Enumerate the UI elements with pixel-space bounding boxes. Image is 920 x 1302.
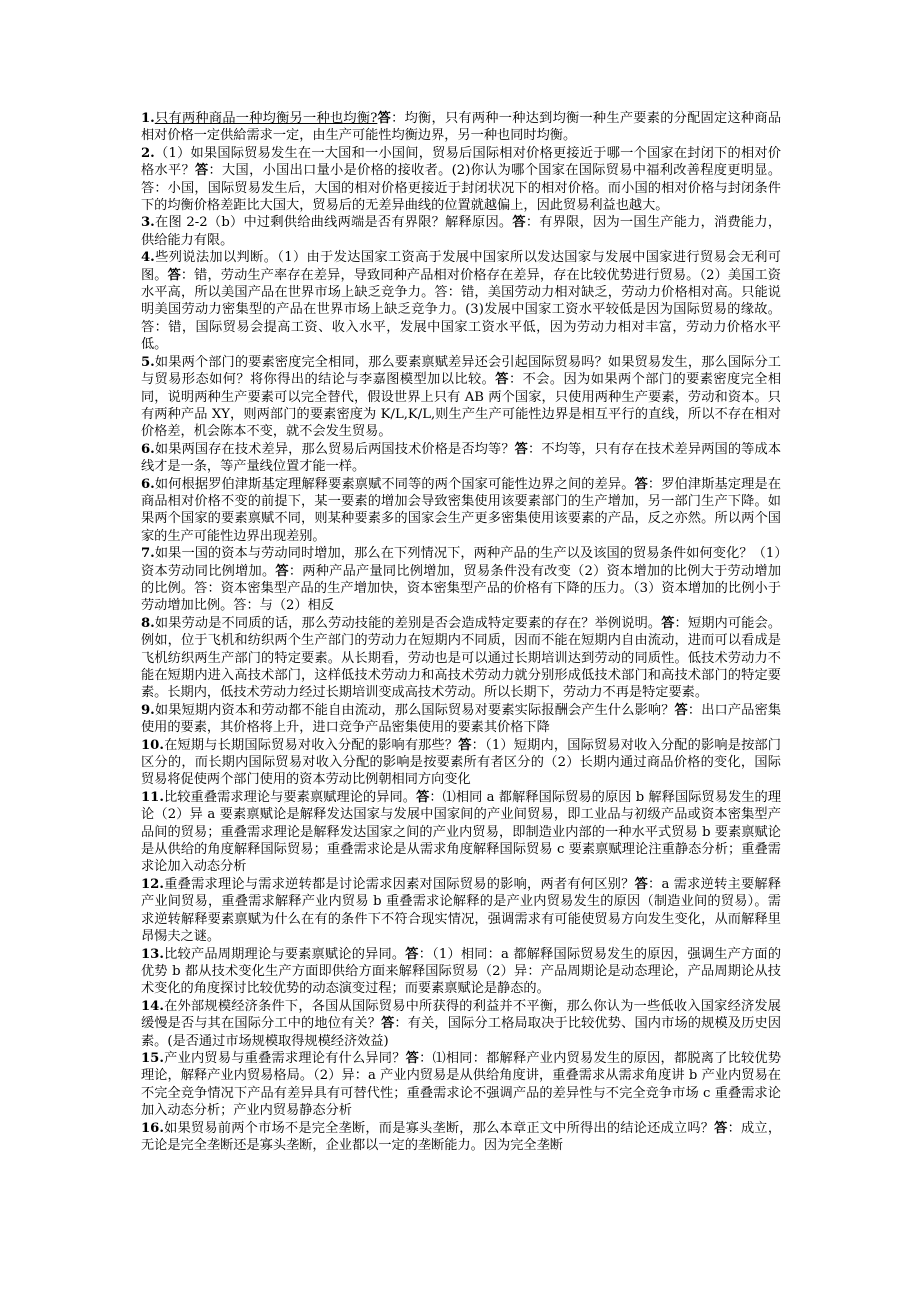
qa-item bbox=[141, 702, 781, 737]
question-number: 10. bbox=[141, 737, 164, 753]
qa-item bbox=[141, 998, 781, 1050]
answer-text: ：⑴相同 a 都解释国际贸易的原因 b 解释国际贸易发生的理论（2）异 a 要素禀赋论是解释发达国家与发展中国家间的产业间贸易，即工业品与初级产品或资本密集型产品间的贸易；重叠需求理论是解释发达国家之间的产业内贸易，即制造业内部的一种水平式贸易 b 要素禀赋论是从供给的角度解释国际贸易；重叠需求论是从需求角度解释国际贸易 c 要素禀赋理论注重静态分析；重叠需求论加入动态分析 bbox=[141, 789, 782, 875]
answer-text: ：⑴相同：都解释产业内贸易发生的原因，都脱离了比较优势理论，解释产业内贸易格局。（2）异：a 产业内贸易是从供给角度讲，重叠需求从需求角度讲 b 产业内贸易在不完全竞争情况下产品有差异具有可替代性；重叠需求论不强调产品的差异性与不完全竞争市场 c 重叠需求论加入动态分析；产业内贸易静态分析 bbox=[141, 1050, 782, 1119]
answer-label: 答 bbox=[458, 737, 472, 753]
answer-text: ：有关，国际分工格局取决于比较优势、国内市场的规模及历史因素。(是否通过市场规模取得规模经济效益) bbox=[141, 1016, 782, 1049]
answer-text: ：两种产品产量同比例增加，贸易条件没有改变（2）资本增加的比例大于劳动增加的比例。答：资本密集型产品的生产增加快，资本密集型产品的价格有下降的压力。（3）资本增加的比例小于劳动增加比例。答：与（2）相反 bbox=[141, 563, 782, 614]
question-number: 9. bbox=[141, 702, 155, 718]
answer-label: 答 bbox=[275, 563, 289, 579]
answer-text: ：不均等，只有存在技术差异两国的等成本线才是一条，等产量线位置才能一样。 bbox=[141, 441, 782, 475]
question-text: 些列说法加以判断。（1）由于发达国家工资高于发展中国家所以发达国家与发展中国家进行贸易会无利可图。 bbox=[141, 250, 781, 283]
question-number: 8. bbox=[141, 615, 155, 631]
question-number: 11. bbox=[141, 789, 164, 805]
qa-item bbox=[141, 737, 781, 789]
answer-label: 答 bbox=[661, 615, 675, 631]
question-text: （1）如果国际贸易发生在一大国和一小国间，贸易后国际相对价格更接近于哪一个国家在封闭下的相对价格水平？ bbox=[141, 145, 781, 179]
qa-item bbox=[141, 876, 781, 946]
answer-text: ：均衡，只有两种一种达到均衡一种生产要素的分配固定这种商品相对价格一定供給需求一定，由生产可能性均衡边界，另一种也同时均衡。 bbox=[141, 111, 782, 144]
qa-item bbox=[141, 789, 781, 876]
question-number: 4. bbox=[141, 250, 155, 266]
answer-text: ：大国，小国出口量小是价格的接收者。(2)你认为哪个国家在国际贸易中福利改善程度更明显。答：小国，国际贸易发生后，大国的相对价格更接近于封闭状况下的相对价格。而小国的相对价格与封闭条件下的均衡价格差距比大国大，贸易后的无差异曲线的位置就越偏上，因此贸易利益也越大。 bbox=[141, 163, 782, 214]
question-number: 12. bbox=[141, 876, 164, 892]
question-text: 如果劳动是不同质的话，那么劳动技能的差别是否会造成特定要素的存在？举例说明。 bbox=[154, 615, 662, 631]
question-text: 在图 2-2（b）中过剩供给曲线两端是否有界限？解释原因。 bbox=[154, 215, 513, 231]
answer-label: 答 bbox=[514, 441, 528, 457]
answer-label: 答 bbox=[381, 1016, 395, 1032]
question-text: 比较重叠需求理论与要素禀赋理论的异同。 bbox=[163, 789, 417, 805]
question-number: 14. bbox=[141, 998, 164, 1014]
qa-item bbox=[141, 249, 781, 353]
qa-item bbox=[141, 1120, 781, 1155]
answer-label: 答 bbox=[495, 372, 509, 388]
question-text: 如果两个部门的要素密度完全相同，那么要素禀赋差异还会引起国际贸易吗？如果贸易发生，那么国际分工与贸易形态如何？将你得出的结论与李嘉图模型加以比较。 bbox=[141, 354, 781, 388]
question-number: 7. bbox=[141, 546, 155, 562]
question-text: 产业内贸易与重叠需求理论有什么异同？ bbox=[163, 1050, 406, 1066]
question-number: 13. bbox=[141, 946, 164, 962]
question-text: 在短期与长期国际贸易对收入分配的影响有那些？ bbox=[163, 737, 459, 753]
answer-text: ：有界限，因为一国生产能力，消费能力，供给能力有限。 bbox=[141, 215, 782, 248]
qa-item bbox=[141, 476, 781, 546]
answer-label: 答 bbox=[377, 111, 392, 126]
answer-text: ：不会。因为如果两个部门的要素密度完全相同，说明两种生产要素可以完全替代，假设世界上只有 AB 两个国家，只使用两种生产要素，劳动和资本。只有两种产品 XY，则两部门的要素密度为 K/L,K/L,则生产生产可能性边界是相互平行的直线，所以不存在相对价格差，机会陈本不变，就不会发生贸易。 bbox=[141, 372, 782, 440]
qa-item bbox=[141, 441, 781, 476]
qa-item bbox=[141, 615, 781, 702]
question-number: 1. bbox=[141, 111, 155, 126]
answer-text: ：（1）相同：a 都解释国际贸易发生的原因，强调生产方面的优势 b 都从技术变化生产方面即供给方面来解释国际贸易（2）异：产品周期论是动态理论，产品周期论从技术变化的角度探讨比较优势的动态演变过程；而要素禀赋论是静态的。 bbox=[141, 946, 782, 997]
answer-text: ：成立，无论是完全垄断还是寡头垄断，企业都以一定的垄断能力。因为完全垄断 bbox=[141, 1120, 782, 1153]
answer-text: ：a 需求逆转主要解释产业间贸易，重叠需求解释产业内贸易 b 重叠需求论解释的是产业内贸易发生的原因（制造业间的贸易）。需求逆转解释要素禀赋为什么在有的条件下不符合现实情况，强调需求有可能使贸易方向发生变化，从而解释里昂惕夫之谜。 bbox=[141, 876, 782, 945]
question-number: 16. bbox=[141, 1120, 164, 1136]
answer-text: ：短期内可能会。例如，位于飞机和纺织两个生产部门的劳动力在短期内不同质，因而不能在短期内自由流动，进而可以看成是飞机纺织两生产部门的特定要素。从长期看，劳动也是可以通过长期培训达到劳动的同质性。低技术劳动力不能在短期内进入高技术部门，这样低技术劳动力和高技术劳动力就分别形成低技术部门和高技术部门的特定要素。长期内，低技术劳动力经过长期培训变成高技术劳动。所以长期下，劳动力不再是特定要素。 bbox=[141, 615, 782, 701]
answer-label: 答 bbox=[714, 1120, 728, 1136]
answer-label: 答 bbox=[405, 946, 419, 962]
question-text: 如果短期内资本和劳动都不能自由流动，那么国际贸易对要素实际报酬会产生什么影响？ bbox=[154, 702, 675, 718]
answer-text: ：错，劳动生产率存在差异，导致同种产品相对价格存在差异，存在比较优势进行贸易。（2）美国工资水平高，所以美国产品在世界市场上缺乏竞争力。答：错，美国劳动力相对缺乏，劳动力价格相对高。只能说明美国劳动力密集型的产品在世界市场上缺乏竞争力。(3)发展中国家工资水平较低是因为国际贸易的缘故。答：错，国际贸易会提高工资、收入水平，发展中国家工资水平低，因为劳动力相对丰富，劳动力价格水平低。 bbox=[141, 267, 781, 353]
answer-text: ：出口产品密集使用的要素，其价格将上升，进口竞争产品密集使用的要素其价格下降 bbox=[141, 702, 782, 736]
qa-item bbox=[141, 545, 781, 615]
question-number: 5. bbox=[141, 354, 155, 370]
answer-label: 答 bbox=[512, 215, 526, 231]
question-text: 如果两国存在技术差异，那么贸易后两国技术价格是否均等？ bbox=[154, 441, 515, 457]
answer-label: 答 bbox=[634, 876, 649, 892]
question-number: 15. bbox=[141, 1050, 164, 1066]
question-text: 如何根据罗伯津斯基定理解释要素禀赋不同等的两个国家可能性边界之间的差异。 bbox=[154, 476, 635, 492]
qa-item bbox=[141, 145, 781, 215]
qa-item bbox=[141, 354, 781, 441]
question-text: 比较产品周期理论与要素禀赋论的异同。 bbox=[163, 946, 406, 962]
qa-item bbox=[141, 946, 781, 998]
question-number: 6. bbox=[141, 476, 155, 492]
answer-text: ：罗伯津斯基定理是在商品相对价格不变的前提下，某一要素的增加会导致密集使用该要素部门的生产增加，另一部门生产下降。如果两个国家的要素禀赋不同，则某种要素多的国家会生产更多密集使用该要素的产品，反之亦然。所以两个国家的生产可能性边界出现差别。 bbox=[141, 476, 782, 544]
qa-list bbox=[141, 110, 781, 1154]
answer-label: 答 bbox=[634, 476, 648, 492]
qa-item bbox=[141, 1050, 781, 1120]
answer-label: 答 bbox=[674, 702, 688, 718]
question-text: 在外部规模经济条件下，各国从国际贸易中所获得的利益并不平衡，那么你认为一些低收入国家经济发展缓慢是否与其在国际分工中的地位有关？ bbox=[141, 998, 781, 1032]
question-number: 2. bbox=[141, 145, 155, 161]
qa-item bbox=[141, 214, 781, 249]
answer-label: 答 bbox=[167, 267, 181, 283]
question-text: 如果一国的资本与劳动同时增加，那么在下列情况下，两种产品的生产以及该国的贸易条件如何变化？（1）资本劳动同比例增加。 bbox=[141, 546, 781, 579]
answer-label: 答 bbox=[405, 1050, 420, 1066]
question-text: 重叠需求理论与需求逆转都是讨论需求因素对国际贸易的影响，两者有何区别？ bbox=[163, 876, 635, 892]
question-number: 6. bbox=[141, 441, 155, 457]
question-text: 如果贸易前两个市场不是完全垄断，而是寡头垄断，那么本章正文中所得出的结论还成立吗？ bbox=[163, 1120, 715, 1136]
answer-text: ：（1）短期内，国际贸易对收入分配的影响是按部门区分的，而长期内国际贸易对收入分配的影响是按要素所有者区分的（2）长期内通过商品价格的变化，国际贸易将促使两个部门使用的资本劳动比例朝相同方向变化 bbox=[141, 737, 781, 788]
answer-label: 答 bbox=[416, 789, 430, 805]
question-text: 只有两种商品一种均衡另一种也均衡? bbox=[154, 111, 378, 126]
question-number: 3. bbox=[141, 215, 155, 231]
qa-item bbox=[141, 110, 781, 145]
answer-label: 答 bbox=[195, 163, 209, 179]
